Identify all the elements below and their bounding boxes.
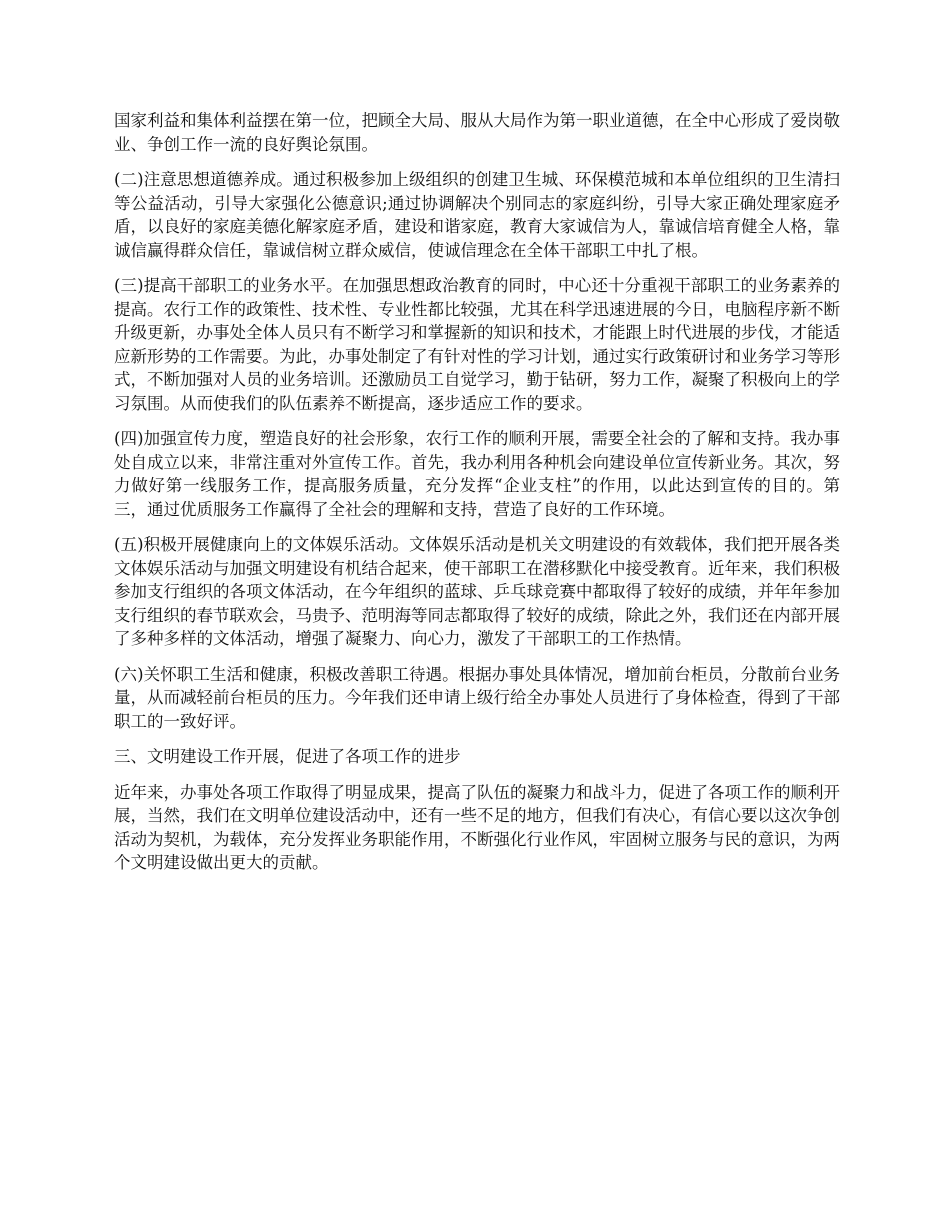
paragraph-intro-continuation: 国家利益和集体利益摆在第一位，把顾全大局、服从大局作为第一职业道德，在全中心形成了爱岗敬业、争创工作一流的良好舆论氛围。 <box>114 111 840 154</box>
paragraph-moral-cultivation: (二)注意思想道德养成。通过积极参加上级组织的创建卫生城、环保模范城和本单位组织的卫生清扫等公益活动，引导大家强化公德意识;通过协调解决个别同志的家庭纠纷，引导大家正确处理家庭矛盾，以良好的家庭美德化解家庭矛盾，建设和谐家庭，教育大家诚信为人，靠诚信培育健全人格，靠诚信赢得群众信任，靠诚信树立群众威信，使诚信理念在全体干部职工中扎了根。 <box>114 170 840 260</box>
section-heading: 三、文明建设工作开展，促进了各项工作的进步 <box>114 747 461 766</box>
document-page <box>114 109 840 887</box>
paragraph-closing: 近年来，办事处各项工作取得了明显成果，提高了队伍的凝聚力和战斗力，促进了各项工作的顺利开展，当然，我们在文明单位建设活动中，还有一些不足的地方，但我们有决心，有信心要以这次争创活动为契机，为载体，充分发挥业务职能作用，不断强化行业作风，牢固树立服务与民的意识，为两个文明建设做出更大的贡献。 <box>114 782 840 872</box>
paragraph-business-skills: (三)提高干部职工的业务水平。在加强思想政治教育的同时，中心还十分重视干部职工的业务素养的提高。农行工作的政策性、技术性、专业性都比较强，尤其在科学迅速进展的今日，电脑程序新不断升级更新，办事处全体人员只有不断学习和掌握新的知识和技术，才能跟上时代进展的步伐，才能适应新形势的工作需要。为此，办事处制定了有针对性的学习计划，通过实行政策研讨和业务学习等形式，不断加强对人员的业务培训。还激励员工自觉学习，勤于钻研，努力工作，凝聚了积极向上的学习氛围。从而使我们的队伍素养不断提高，逐步适应工作的要求。 <box>114 276 840 413</box>
paragraph-staff-welfare: (六)关怀职工生活和健康，积极改善职工待遇。根据办事处具体情况，增加前台柜员，分散前台业务量，从而减轻前台柜员的压力。今年我们还申请上级行给全办事处人员进行了身体检查，得到了干部职工的一致好评。 <box>114 664 840 731</box>
paragraph-publicity: (四)加强宣传力度，塑造良好的社会形象，农行工作的顺利开展，需要全社会的了解和支持。我办事处自成立以来，非常注重对外宣传工作。首先，我办利用各种机会向建设单位宣传新业务。其次，努力做好第一线服务工作，提高服务质量，充分发挥“企业支柱”的作用，以此达到宣传的目的。第三，通过优质服务工作赢得了全社会的理解和支持，营造了良好的工作环境。 <box>114 429 840 519</box>
paragraph-recreation: (五)积极开展健康向上的文体娱乐活动。文体娱乐活动是机关文明建设的有效载体，我们把开展各类文体娱乐活动与加强文明建设有机结合起来，使干部职工在潜移默化中接受教育。近年来，我们积极参加支行组织的各项文体活动，在今年组织的蓝球、乒乓球竞赛中都取得了较好的成绩，并年年参加支行组织的春节联欢会，马贵予、范明海等同志都取得了较好的成绩，除此之外，我们还在内部开展了多种多样的文体活动，增强了凝聚力、向心力，激发了干部职工的工作热情。 <box>114 535 840 648</box>
